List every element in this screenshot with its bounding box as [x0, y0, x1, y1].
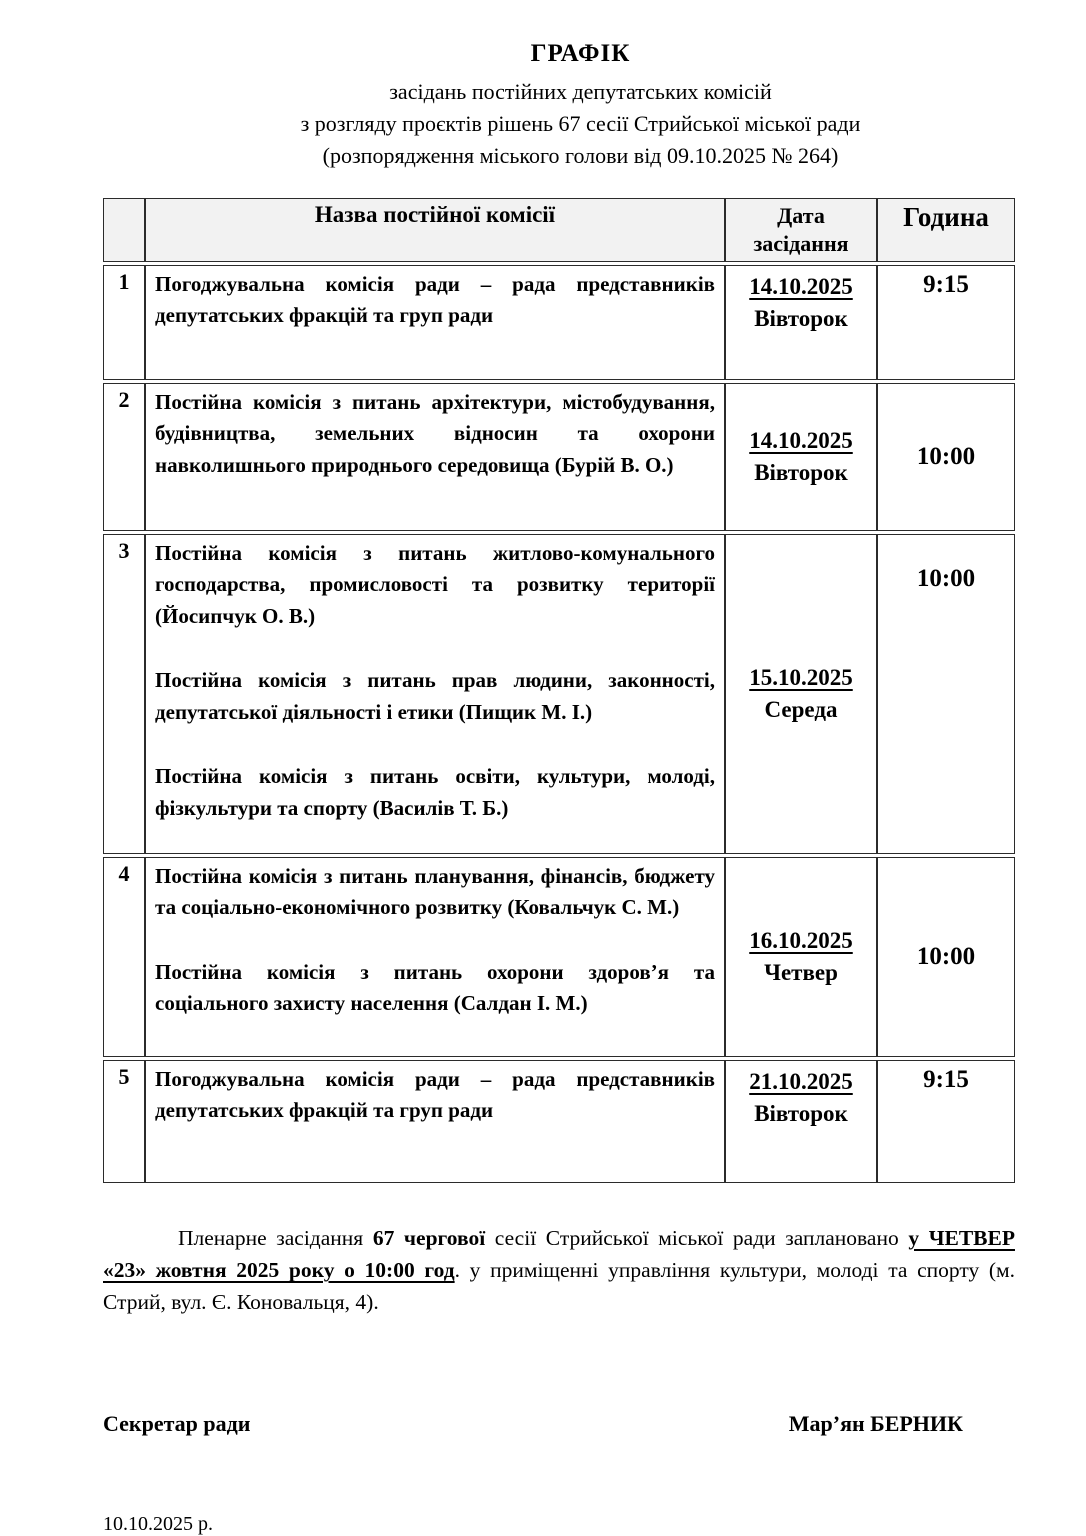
document-title: ГРАФІК — [530, 40, 631, 67]
document-subtitle-line-1: засідань постійних депутатських комісій — [389, 79, 772, 104]
row-number: 4 — [103, 857, 145, 1057]
commission-paragraph: Постійна комісія з питань житлово-комунального господарства, промисловості та розвитку території (Йосипчук О. В.) — [155, 540, 715, 628]
commission-name — [145, 857, 725, 1057]
commission-paragraph: Постійна комісія з питань охорони здоров’я та соціального захисту населення (Салдан І. М.) — [155, 959, 715, 1016]
meeting-date: 16.10.2025 — [749, 927, 853, 953]
plenary-text-segment: Пленарне засідання — [178, 1225, 373, 1250]
table-row — [103, 383, 1015, 531]
table-row — [103, 1060, 1015, 1183]
meeting-date: 14.10.2025 — [749, 273, 853, 299]
table-row — [103, 265, 1015, 380]
row-number: 1 — [103, 265, 145, 380]
commission-name — [145, 1060, 725, 1183]
header-meeting-date: Дата засідання — [725, 198, 877, 262]
table-row — [103, 534, 1015, 854]
meeting-date: 14.10.2025 — [749, 427, 853, 453]
row-number: 5 — [103, 1060, 145, 1183]
meeting-date-cell — [725, 1060, 877, 1183]
commission-name — [145, 265, 725, 380]
schedule-table-container — [103, 195, 1086, 1186]
meeting-date-cell — [725, 534, 877, 854]
meeting-date-cell — [725, 265, 877, 380]
row-number: 3 — [103, 534, 145, 854]
meeting-time: 10:00 — [877, 383, 1015, 531]
signature-title: Секретар ради — [103, 1410, 251, 1436]
meeting-date-cell — [725, 383, 877, 531]
commission-paragraph: Постійна комісія з питань планування, фінансів, бюджету та соціально-економічного розвитку (Ковальчук С. М.) — [155, 863, 715, 920]
plenary-text-segment: у ЧЕТВЕР «23» жовтня 2025 року о 10:00 год — [103, 1225, 1015, 1283]
plenary-text-segment: 67 чергової — [372, 1225, 486, 1250]
plenary-text-segment: . у приміщенні управління культури, молоді та спорту (м. Стрий, вул. Є. Коновальця, 4). — [103, 1258, 1016, 1315]
table-header-row — [103, 198, 1015, 262]
document-date: 10.10.2025 р. — [103, 1512, 213, 1535]
schedule-table — [103, 195, 1015, 1186]
meeting-time: 10:00 — [877, 534, 1015, 854]
closing-block — [103, 1222, 1015, 1536]
meeting-date: 15.10.2025 — [749, 664, 853, 690]
meeting-time: 9:15 — [877, 265, 1015, 380]
table-row — [103, 857, 1015, 1057]
signature-name: Мар’ян БЕРНИК — [788, 1410, 963, 1436]
commission-name — [145, 534, 725, 854]
row-number: 2 — [103, 383, 145, 531]
meeting-day: Вівторок — [754, 459, 848, 485]
meeting-day: Четвер — [764, 959, 838, 985]
plenary-session-paragraph — [103, 1222, 1015, 1319]
meeting-time: 10:00 — [877, 857, 1015, 1057]
commission-paragraph: Постійна комісія з питань архітектури, містобудування, будівництва, земельних відносин та охорони навколишнього природнього середовища (Бурій В. О.) — [155, 389, 715, 477]
commission-paragraph: Постійна комісія з питань освіти, культури, молоді, фізкультури та спорту (Василів Т. Б.) — [155, 764, 715, 820]
meeting-date: 21.10.2025 — [749, 1068, 853, 1094]
meeting-day: Вівторок — [754, 306, 848, 332]
signature-row — [103, 1411, 1015, 1437]
meeting-day: Вівторок — [754, 1101, 848, 1127]
commission-paragraph: Погоджувальна комісія ради – рада представників депутатських фракцій та груп ради — [155, 271, 715, 328]
meeting-time: 9:15 — [877, 1060, 1015, 1183]
plenary-text-segment: сесії Стрийської міської ради заплановано — [485, 1225, 909, 1250]
meeting-date-cell — [725, 857, 877, 1057]
commission-paragraph: Погоджувальна комісія ради – рада представників депутатських фракцій та груп ради — [155, 1066, 715, 1123]
commission-name — [145, 383, 725, 531]
document-heading — [145, 40, 1016, 172]
meeting-day: Середа — [764, 696, 838, 722]
commission-paragraph: Постійна комісія з питань прав людини, законності, депутатської діяльності і етики (Пищик М. І.) — [155, 668, 715, 724]
document-subtitle-line-2: з розгляду проєктів рішень 67 сесії Стрийської міської ради — [300, 110, 861, 136]
document-subtitle-line-3: (розпорядження міського голови від 09.10.2025 № 264) — [322, 142, 839, 168]
header-meeting-time: Година — [877, 198, 1015, 262]
header-commission-name: Назва постійної комісії — [145, 198, 725, 262]
header-number — [103, 198, 145, 262]
